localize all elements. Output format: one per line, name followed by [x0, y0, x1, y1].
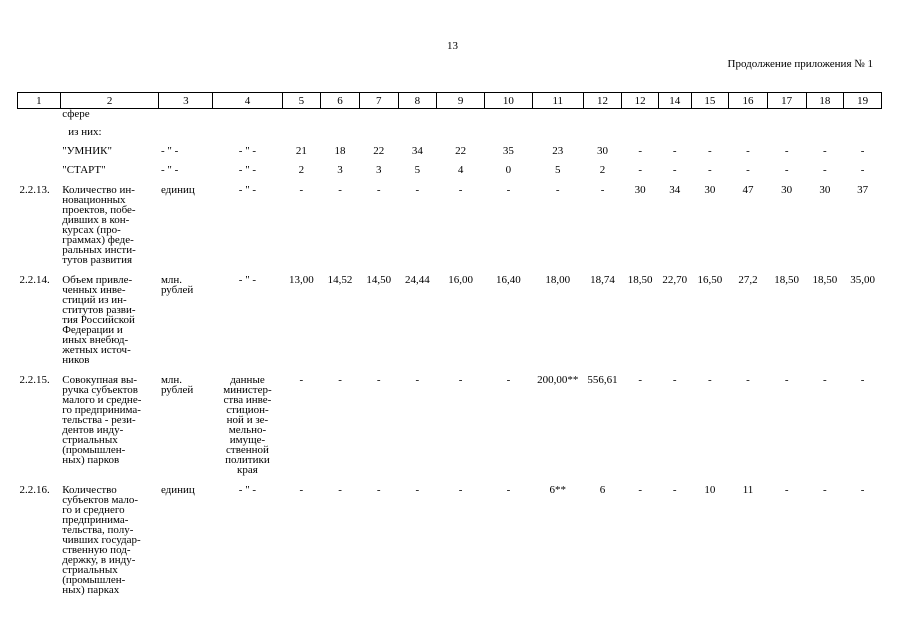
value-cell: 18,50 [774, 274, 800, 286]
value-cell [729, 109, 768, 123]
unit-cell: млн. рублей [160, 274, 194, 296]
column-header: 2 [60, 93, 159, 109]
value-cell: - [860, 374, 865, 386]
value-cell: 11 [742, 484, 754, 496]
row-number [18, 109, 61, 123]
indicator-name: "СТАРТ" [62, 164, 106, 176]
column-header: 11 [532, 93, 583, 109]
value-cell: - [506, 184, 511, 196]
value-cell: 18,74 [590, 274, 615, 286]
value-cell: - [376, 184, 381, 196]
value-cell [398, 109, 437, 123]
value-cell [532, 109, 583, 123]
indicator-name: Количество ин- новационных проектов, побе- дивших в кон- курсах (про- граммах) феде- ральных инсти- тутов развития [62, 184, 136, 266]
value-cell: - [860, 145, 865, 157]
column-header: 6 [321, 93, 360, 109]
value-cell [485, 109, 533, 123]
value-cell: - [299, 484, 304, 496]
value-cell [359, 109, 398, 123]
value-cell: 22 [455, 145, 467, 157]
value-cell: 14,50 [366, 274, 392, 286]
table-row [18, 179, 882, 269]
column-header: 3 [159, 93, 213, 109]
value-cell: - [458, 374, 463, 386]
column-header: 1 [18, 93, 61, 109]
value-cell: 4 [457, 164, 464, 176]
value-cell: 556,61 [587, 374, 618, 386]
table-row [18, 160, 882, 179]
indicator-name: "УМНИК" [62, 145, 113, 157]
value-cell [437, 122, 485, 141]
row-number [18, 160, 61, 179]
value-cell: 16,00 [448, 274, 473, 286]
value-cell [622, 122, 659, 141]
value-cell: 30 [597, 145, 609, 157]
indicator-name: Объем привле- ченных инве- стиций из ин- ститутов разви- тия Российской Федерации и иных внебюд- жетных источ- ников [62, 274, 136, 366]
value-cell: - [784, 374, 789, 386]
value-cell: - [376, 374, 381, 386]
table-row [18, 122, 882, 141]
value-cell: - [415, 374, 420, 386]
value-cell: - [338, 484, 342, 496]
value-cell: 35 [502, 145, 514, 157]
value-cell [321, 122, 360, 141]
value-cell: 3 [337, 164, 343, 176]
value-cell: 6** [549, 484, 567, 496]
value-cell [691, 122, 729, 141]
value-cell: 34 [669, 184, 681, 196]
value-cell: 13,00 [289, 274, 314, 286]
value-cell: - [299, 184, 304, 196]
value-cell: 3 [375, 164, 382, 176]
value-cell: - [708, 145, 712, 157]
unit-cell: единиц [160, 184, 195, 196]
unit-cell: единиц [160, 484, 195, 496]
unit-cell: - " - [160, 145, 179, 157]
indicators-table [17, 92, 882, 599]
value-cell [437, 109, 485, 123]
indicator-name: Количество субъектов мало- го и среднего предпринима- тельства, полу- чивших государ- ственную под- держку, в инду- стриальных (промышлен- ных) парках [62, 484, 141, 596]
value-cell [844, 122, 882, 141]
value-cell: - [746, 145, 750, 157]
value-cell: 14,52 [327, 274, 353, 286]
value-cell: - [638, 374, 642, 386]
source-cell: - " - [238, 274, 257, 286]
value-cell: 18,00 [545, 274, 571, 286]
table-row [18, 479, 882, 599]
source-cell: - " - [238, 484, 257, 496]
column-header: 9 [437, 93, 485, 109]
value-cell: 23 [552, 145, 564, 157]
column-header: 19 [844, 93, 882, 109]
value-cell: - [746, 374, 750, 386]
unit-cell: - " - [160, 164, 179, 176]
value-cell: - [338, 184, 342, 196]
value-cell: - [708, 374, 712, 386]
value-cell [532, 122, 583, 141]
row-number [18, 122, 61, 141]
indicator-name: Совокупная вы- ручка субъектов малого и средне- го предпринима- тельства - рези- дентов инду- стриальных (промышлен- ных) парков [62, 374, 142, 466]
value-cell [583, 122, 622, 141]
value-cell: - [822, 484, 827, 496]
value-cell: 0 [505, 164, 512, 176]
value-cell: 10 [704, 484, 716, 496]
value-cell: - [672, 164, 677, 176]
value-cell: - [784, 484, 789, 496]
value-cell: 30 [819, 184, 831, 196]
source-cell: данные министер- ства инве- стицион- ной и зе- мельно- имуще- ственной политики края [223, 374, 272, 476]
value-cell: - [555, 184, 560, 196]
value-cell: 22 [373, 145, 385, 157]
row-number: 2.2.14. [19, 274, 50, 286]
value-cell [844, 109, 882, 123]
value-cell [485, 122, 533, 141]
row-number [18, 141, 61, 160]
value-cell [398, 122, 437, 141]
source-cell [213, 109, 282, 123]
value-cell [729, 122, 768, 141]
value-cell: - [822, 374, 827, 386]
value-cell [806, 109, 844, 123]
table-row [18, 269, 882, 369]
source-cell: - " - [238, 164, 257, 176]
source-cell: - " - [238, 145, 257, 157]
value-cell [583, 109, 622, 123]
value-cell: 47 [742, 184, 754, 196]
row-number: 2.2.13. [19, 184, 50, 196]
value-cell [767, 122, 806, 141]
unit-cell [159, 109, 213, 123]
value-cell: - [822, 145, 827, 157]
source-cell [213, 122, 282, 141]
value-cell [767, 109, 806, 123]
value-cell: - [708, 164, 712, 176]
value-cell: 200,00** [537, 374, 579, 386]
value-cell: 30 [634, 184, 646, 196]
value-cell [691, 109, 729, 123]
column-header: 17 [767, 93, 806, 109]
value-cell: - [506, 374, 511, 386]
value-cell: 16,40 [496, 274, 521, 286]
value-cell: - [672, 484, 677, 496]
table-row [18, 369, 882, 479]
value-cell: 5 [555, 164, 561, 176]
table-body [18, 109, 882, 600]
value-cell: - [415, 484, 420, 496]
column-header: 12 [583, 93, 622, 109]
column-header: 8 [398, 93, 437, 109]
row-number: 2.2.16. [19, 484, 50, 496]
table-row [18, 141, 882, 160]
unit-cell: млн. рублей [160, 374, 194, 396]
value-cell: - [600, 184, 605, 196]
value-cell: - [672, 374, 677, 386]
indicator-name: сфере [62, 108, 90, 120]
value-cell: 22,70 [662, 274, 688, 286]
value-cell: - [458, 484, 463, 496]
table-row [18, 109, 882, 123]
value-cell: - [338, 374, 342, 386]
value-cell: - [672, 145, 677, 157]
value-cell: - [860, 484, 865, 496]
value-cell [622, 109, 659, 123]
value-cell: 6 [599, 484, 606, 496]
value-cell: - [415, 184, 420, 196]
value-cell: 30 [704, 184, 716, 196]
value-cell: - [638, 484, 642, 496]
value-cell: 16,50 [697, 274, 723, 286]
value-cell: 18,50 [812, 274, 838, 286]
value-cell: - [746, 164, 750, 176]
column-header: 15 [691, 93, 729, 109]
value-cell: - [822, 164, 827, 176]
column-header: 5 [282, 93, 321, 109]
continuation-label: Продолжение приложения № 1 [727, 58, 873, 70]
value-cell [806, 122, 844, 141]
header-row [18, 93, 882, 109]
column-header: 18 [806, 93, 844, 109]
value-cell: - [784, 164, 789, 176]
value-cell: - [638, 145, 642, 157]
value-cell: - [299, 374, 304, 386]
value-cell: - [638, 164, 642, 176]
column-header: 7 [359, 93, 398, 109]
value-cell: 35,00 [850, 274, 875, 286]
value-cell: 21 [295, 145, 307, 157]
column-header: 14 [658, 93, 691, 109]
value-cell [282, 109, 321, 123]
value-cell: - [376, 484, 381, 496]
value-cell: - [784, 145, 789, 157]
value-cell: - [506, 484, 511, 496]
value-cell: 37 [857, 184, 869, 196]
value-cell: 18 [334, 145, 346, 157]
indicator-name: из них: [68, 126, 102, 138]
value-cell [359, 122, 398, 141]
value-cell [658, 109, 691, 123]
column-header: 16 [729, 93, 768, 109]
value-cell [658, 122, 691, 141]
source-cell: - " - [238, 184, 257, 196]
column-header: 12 [622, 93, 659, 109]
column-header: 10 [485, 93, 533, 109]
value-cell: 30 [781, 184, 793, 196]
value-cell: - [860, 164, 865, 176]
value-cell: 5 [414, 164, 421, 176]
value-cell: 2 [599, 164, 606, 176]
value-cell [321, 109, 360, 123]
value-cell: 27,2 [738, 274, 758, 286]
value-cell: 24,44 [404, 274, 430, 286]
column-header: 4 [213, 93, 282, 109]
value-cell: 34 [411, 145, 423, 157]
value-cell [282, 122, 321, 141]
page-number: 13 [447, 40, 458, 52]
row-number: 2.2.15. [19, 374, 50, 386]
value-cell: - [458, 184, 463, 196]
unit-cell [159, 122, 213, 141]
value-cell: 2 [298, 164, 305, 176]
value-cell: 18,50 [627, 274, 653, 286]
